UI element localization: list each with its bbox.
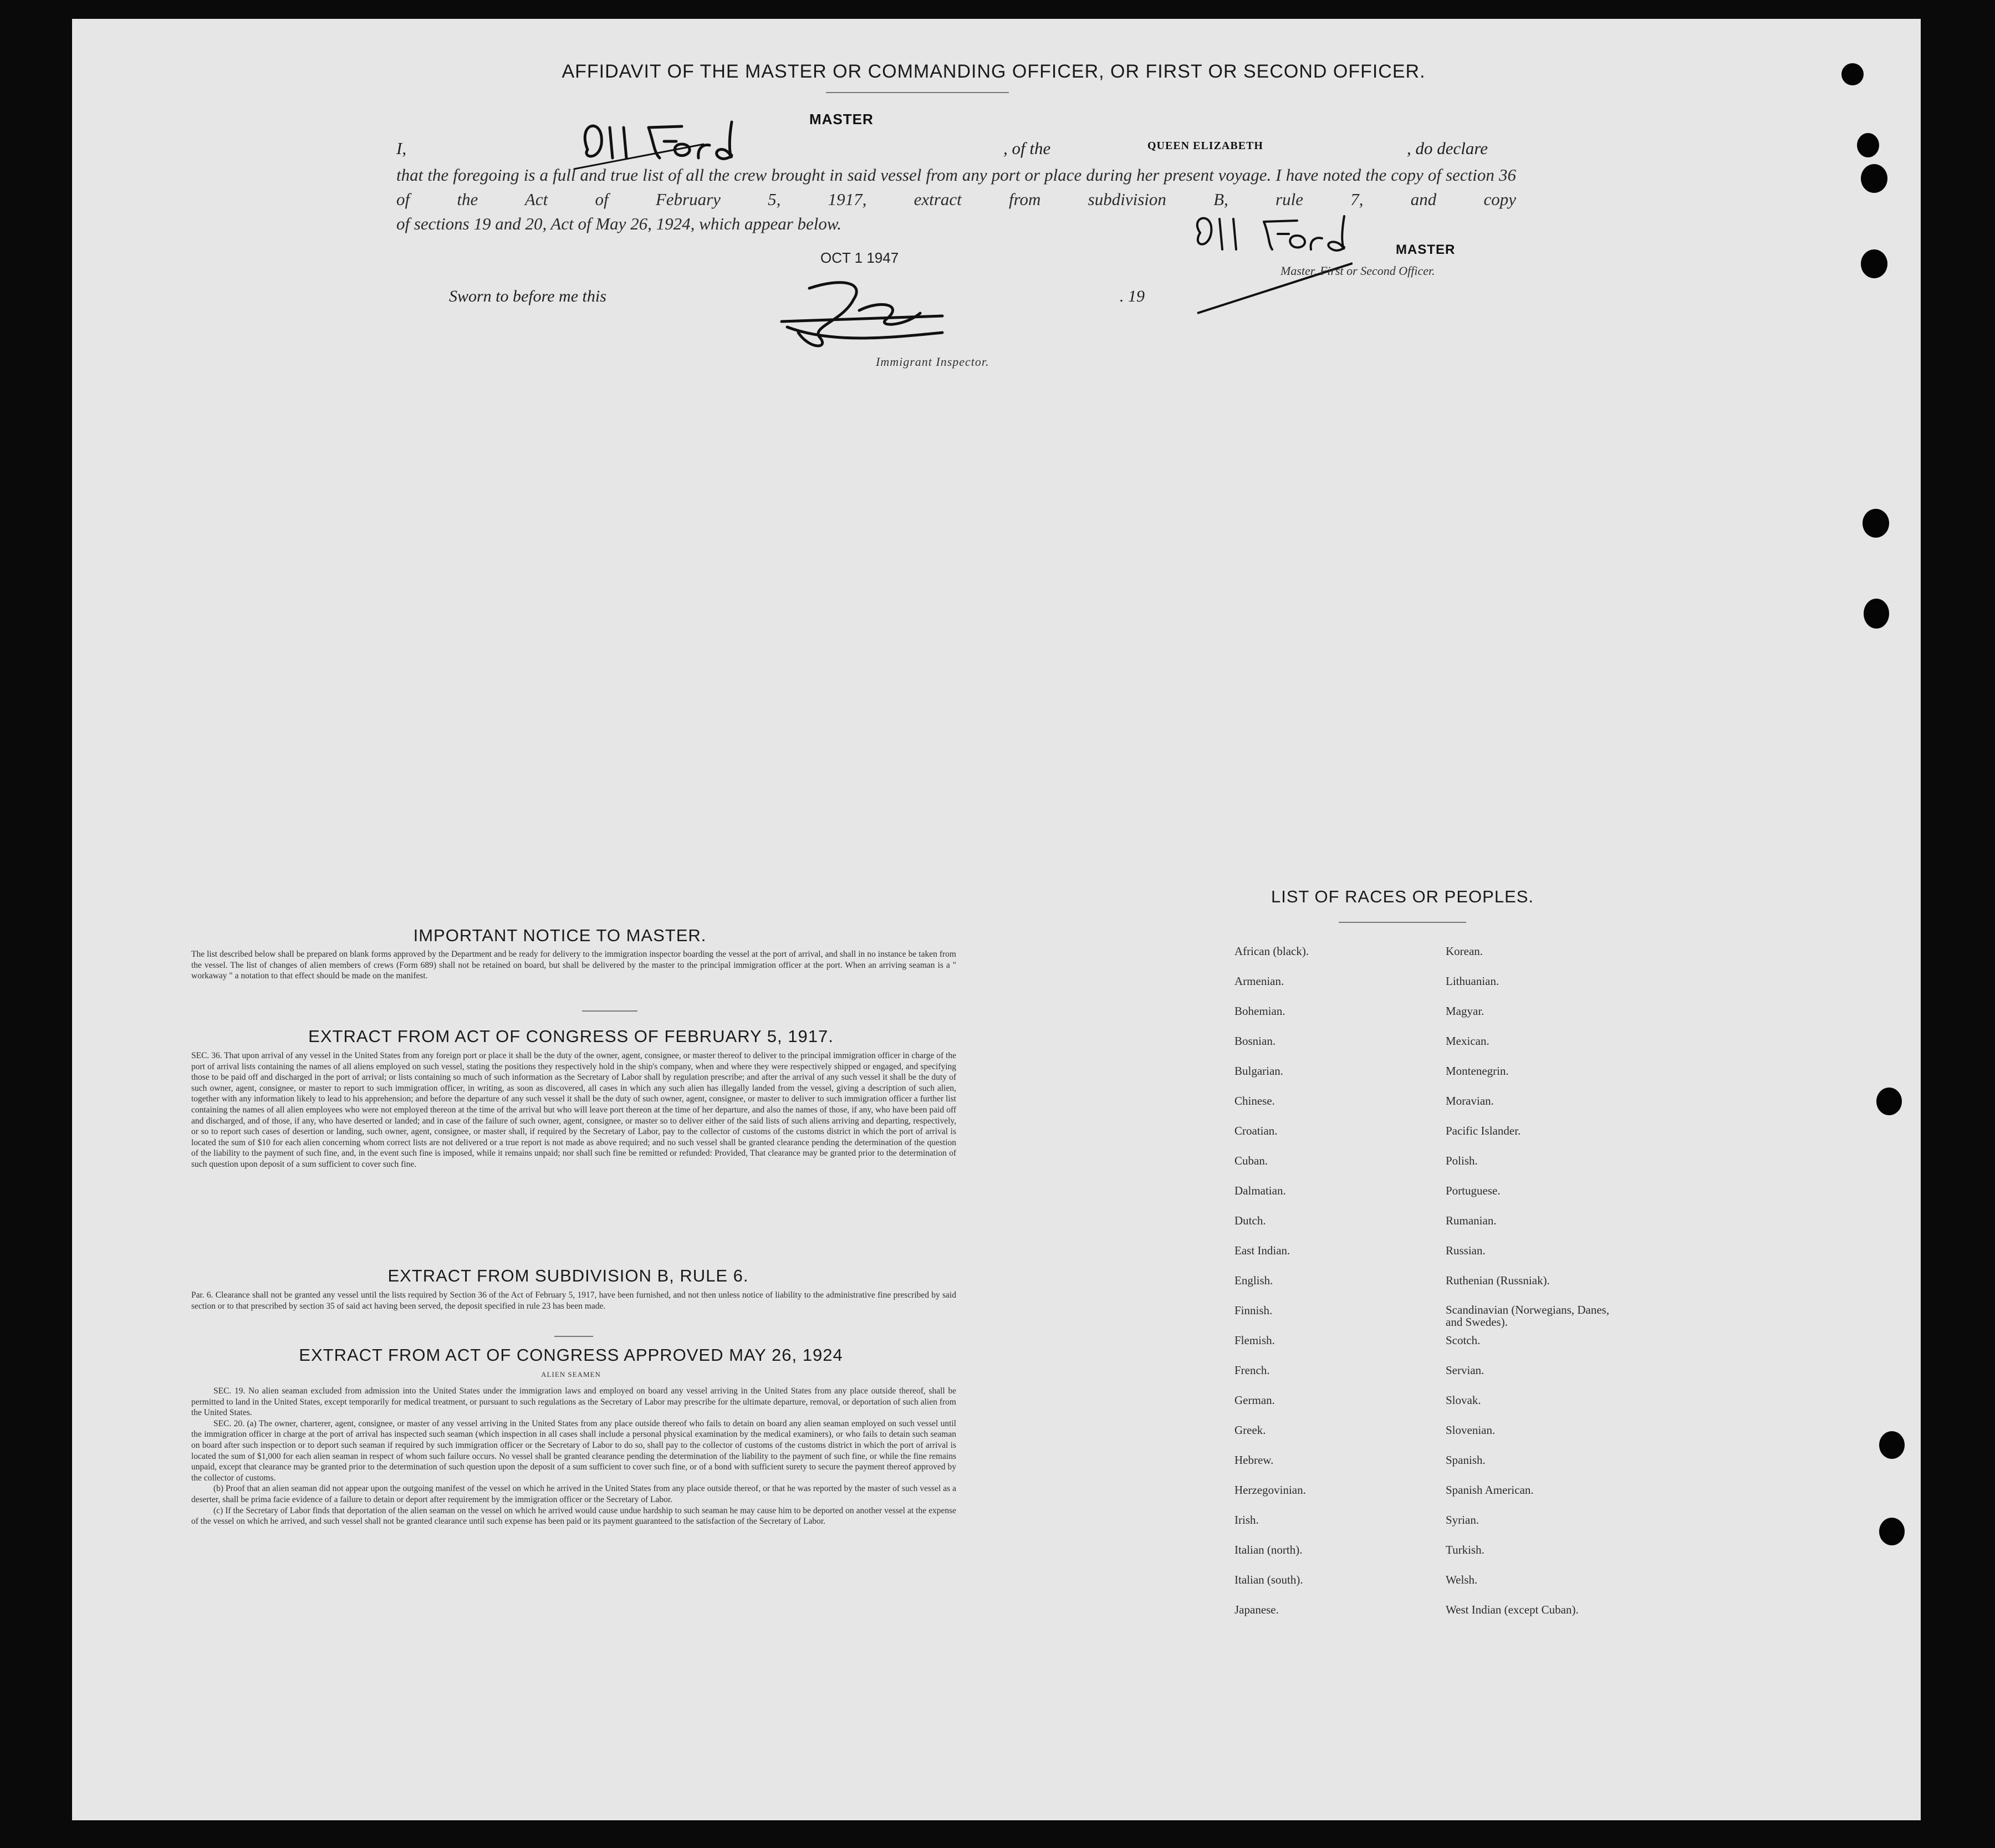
punch-hole: [1861, 249, 1887, 278]
race-item: Italian (south).: [1234, 1573, 1303, 1586]
vessel-name-stamp: QUEEN ELIZABETH: [1147, 140, 1263, 152]
sworn-text: Sworn to before me this: [449, 287, 606, 305]
date-stamp: OCT 1 1947: [820, 249, 899, 266]
race-item: Servian.: [1446, 1364, 1484, 1377]
notice-rule: [582, 1010, 637, 1012]
race-item: Welsh.: [1446, 1573, 1478, 1586]
race-item: Greek.: [1234, 1423, 1266, 1437]
race-item: Croatian.: [1234, 1124, 1278, 1137]
race-item: Russian.: [1446, 1244, 1486, 1257]
race-item: Scandinavian (Norwegians, Danes, and Swedes).: [1446, 1303, 1610, 1329]
race-item: Moravian.: [1446, 1094, 1494, 1107]
race-item: Flemish.: [1234, 1334, 1275, 1347]
race-item: Syrian.: [1446, 1513, 1479, 1527]
race-item: Magyar.: [1446, 1004, 1484, 1018]
master-stamp-top: MASTER: [809, 111, 874, 127]
race-item: Polish.: [1446, 1154, 1478, 1167]
affidavit-title: AFFIDAVIT OF THE MASTER OR COMMANDING OFFICER, OR FIRST OR SECOND OFFICER.: [562, 61, 1426, 82]
race-item: African (black).: [1234, 945, 1309, 958]
race-item: Chinese.: [1234, 1094, 1275, 1107]
races-rule: [1339, 922, 1466, 923]
race-item: Scotch.: [1446, 1334, 1481, 1347]
race-item: Rumanian.: [1446, 1214, 1497, 1227]
race-item: German.: [1234, 1393, 1275, 1407]
extract-1917-title: EXTRACT FROM ACT OF CONGRESS OF FEBRUARY 5, 1917.: [308, 1027, 834, 1046]
race-item: French.: [1234, 1364, 1270, 1377]
race-item: Lithuanian.: [1446, 974, 1499, 988]
race-item: Slovak.: [1446, 1393, 1481, 1407]
race-item: Korean.: [1446, 945, 1483, 958]
punch-hole: [1876, 1088, 1902, 1115]
punch-hole: [1879, 1431, 1905, 1459]
extract-1924-body: [191, 1386, 956, 1527]
affidavit-lead-in: I,: [396, 139, 407, 158]
race-item: Turkish.: [1446, 1543, 1484, 1556]
race-item: Finnish.: [1234, 1304, 1273, 1317]
extract-rule6-body: [191, 1290, 956, 1311]
punch-hole: [1863, 509, 1889, 538]
affidavit-body-text: that the foregoing is a full and true list of all the crew brought in said vessel from any port or place during her present voyage. I have noted the copy of section 36 of the Act of February 5, 1917, extract from subdivision B, rule 7, and copy: [396, 165, 1516, 209]
race-item: Ruthenian (Russniak).: [1446, 1274, 1550, 1287]
race-item: Spanish American.: [1446, 1483, 1534, 1497]
extract-1924-title: EXTRACT FROM ACT OF CONGRESS APPROVED MAY 26, 1924: [299, 1345, 843, 1365]
year-text: . 19: [1120, 287, 1145, 305]
inspector-caption: Immigrant Inspector.: [876, 355, 989, 369]
race-item: Montenegrin.: [1446, 1064, 1509, 1078]
punch-hole: [1861, 164, 1887, 193]
affidavit-of-the: , of the: [1003, 139, 1051, 158]
paragraph-sec20a: SEC. 20. (a) The owner, charterer, agent, consignee, or master of any vessel arriving in the United States from any place outside thereof who fails to detain on board any alien seaman employed on such vessel until the immigration officer in charge at the port of arrival has inspected such seaman (which inspection in all cases shall include a personal physical examination by the medical examiners), or who fails to detain such seaman on board after such inspection or to deport such seaman if required by such immigration officer or the Secretary of Labor to do so, shall pay to the collector of customs of the customs district in which the port of arrival is located the sum of $1,000 for each alien seaman in respect of whom such failure occurs. No vessel shall be granted clearance pending the determination of the liability to the payment of such fine, or while the fine remains unpaid, except that clearance may be granted prior to the determination of such question upon the deposit of a sum sufficient to cover such fine, or of a bond with sufficient surety to secure the payment thereof approved by the collector of customs.: [191, 1418, 956, 1483]
race-item: Cuban.: [1234, 1154, 1268, 1167]
race-item: Bohemian.: [1234, 1004, 1285, 1018]
paragraph-sec19: SEC. 19. No alien seaman excluded from admission into the United States under the immigration laws and employed on board any vessel arriving in the United States from any place outside thereof, shall be permitted to land in the United States, except temporarily for medical treatment, or pursuant to such regulations as the Secretary of Labor may prescribe for the ultimate departure, removal, or deportation of such alien from the United States.: [191, 1386, 956, 1418]
title-rule: [826, 92, 1009, 93]
race-item: Pacific Islander.: [1446, 1124, 1521, 1137]
affidavit-do-declare: , do declare: [1407, 139, 1488, 158]
affidavit-body-last: of sections 19 and 20, Act of May 26, 1924, which appear below.: [396, 214, 842, 233]
race-item: Slovenian.: [1446, 1423, 1496, 1437]
master-stamp-right: MASTER: [1396, 242, 1456, 257]
race-item: Mexican.: [1446, 1034, 1489, 1048]
race-item: English.: [1234, 1274, 1273, 1287]
inspector-signature: [776, 266, 953, 355]
race-item: Dalmatian.: [1234, 1184, 1286, 1197]
extract-1917-body: [191, 1050, 956, 1170]
race-item: Dutch.: [1234, 1214, 1266, 1227]
notice-text: The list described below shall be prepared on blank forms approved by the Department and be ready for delivery to the immigration inspector boarding the vessel at the port of arrival, and shall in no instance be taken from the vessel. The list of changes of alien members of crews (Form 689) shall not be retained on board, but shall be delivered by the master to the principal immigration officer at the port. When an arriving seaman is a " workaway " a notation to that effect should be made on the manifest.: [191, 949, 956, 981]
extract-1917-text: SEC. 36. That upon arrival of any vessel in the United States from any foreign port or place it shall be the duty of the owner, agent, consignee, or master thereof to deliver to the principal immigration officer in charge of the port of arrival lists containing the names of all aliens employed on such vessel, stating the positions they respectively hold in the ship's company, when and where they were respectively shipped or engaged, and specifying those to be paid off and discharged in the port of arrival; or lists containing so much of such information as the Secretary of Labor shall by regulation prescribe; and after the arrival of any such vessel it shall be the duty of such owner, agent, consignee, or master to report to such immigration officer, in writing, as soon as discovered, all cases in which any such alien has illegally landed from the vessel, giving a description of such alien, together with any information likely to lead to his apprehension; and before the departure of any such vessel it shall be the duty of such owner, agent, consignee, or master to deliver to such immigration officer a further list containing the names of all alien employees who were not employed thereon at the time of the arrival but who will leave port thereon at the time of her departure, and also the names of those, if any, who have been paid off and discharged, and of those, if any, who have deserted or landed; and in case of the failure of such owner, agent, consignee, or master so to deliver either of the said lists of such aliens arriving and departing, respectively, or so to report such cases of desertion or landing, such owner, agent, consignee, or master shall, if required by the Secretary of Labor, pay to the collector of customs of the customs district in which the port of arrival is located the sum of $10 for each alien concerning whom correct lists are not delivered or a true report is not made as above required; and no such vessel shall be granted clearance pending the determination of the question of the liability to the payment of such fine, and, in the event such fine is imposed, while it remains unpaid; nor shall such fine be remitted or refunded: Provided, That clearance may be granted prior to the determination of such question upon deposit of a sum sufficient to cover such fine.: [191, 1051, 956, 1169]
race-item: Bosnian.: [1234, 1034, 1276, 1048]
race-item: Armenian.: [1234, 974, 1284, 988]
race-item: Spanish.: [1446, 1453, 1486, 1467]
race-item: East Indian.: [1234, 1244, 1290, 1257]
race-item: Japanese.: [1234, 1603, 1279, 1616]
race-item: Hebrew.: [1234, 1453, 1274, 1467]
race-item: Italian (north).: [1234, 1543, 1303, 1556]
punch-hole: [1879, 1518, 1905, 1545]
punch-hole: [1841, 63, 1864, 85]
paragraph-sec20c: (c) If the Secretary of Labor finds that deportation of the alien seaman on the vessel on which he arrived would cause undue hardship to such seaman he may cause him to be deported on another vessel at the expense of the vessel on which he arrived, and such vessel shall not be granted clearance until such expense has been paid or its payment guaranteed to the satisfaction of the Secretary of Labor.: [191, 1505, 956, 1527]
paragraph-sec20b: (b) Proof that an alien seaman did not appear upon the outgoing manifest of the vessel on which he arrived in the United States from any place outside thereof, or that he was reported by the master of such vessel as a deserter, shall be prima facie evidence of a failure to detain or deport after requirement by the immigration officer or the Secretary of Labor.: [191, 1484, 956, 1504]
races-title: LIST OF RACES OR PEOPLES.: [1271, 887, 1534, 906]
extract-rule6-title: EXTRACT FROM SUBDIVISION B, RULE 6.: [387, 1266, 749, 1285]
notice-body: [191, 949, 956, 982]
master-caption: Master, First or Second Officer.: [1280, 264, 1435, 278]
punch-hole: [1864, 599, 1889, 629]
race-item: Irish.: [1234, 1513, 1259, 1527]
notice-title: IMPORTANT NOTICE TO MASTER.: [413, 926, 707, 945]
race-item: Portuguese.: [1446, 1184, 1501, 1197]
race-item: West Indian (except Cuban).: [1446, 1603, 1579, 1616]
extract-rule6-text: Par. 6. Clearance shall not be granted any vessel until the lists required by Section 36 of the Act of February 5, 1917, have been furnished, and not then unless notice of liability to the administrative fine prescribed by said section or to that prescribed by section 35 of said act having been served, the deposit specified in rule 23 has been made.: [191, 1290, 956, 1311]
race-item: Herzegovinian.: [1234, 1483, 1306, 1497]
extract-1924-subtitle: ALIEN SEAMEN: [541, 1370, 601, 1379]
race-item: Bulgarian.: [1234, 1064, 1284, 1078]
punch-hole: [1857, 133, 1879, 157]
rule6-rule: [554, 1336, 593, 1337]
